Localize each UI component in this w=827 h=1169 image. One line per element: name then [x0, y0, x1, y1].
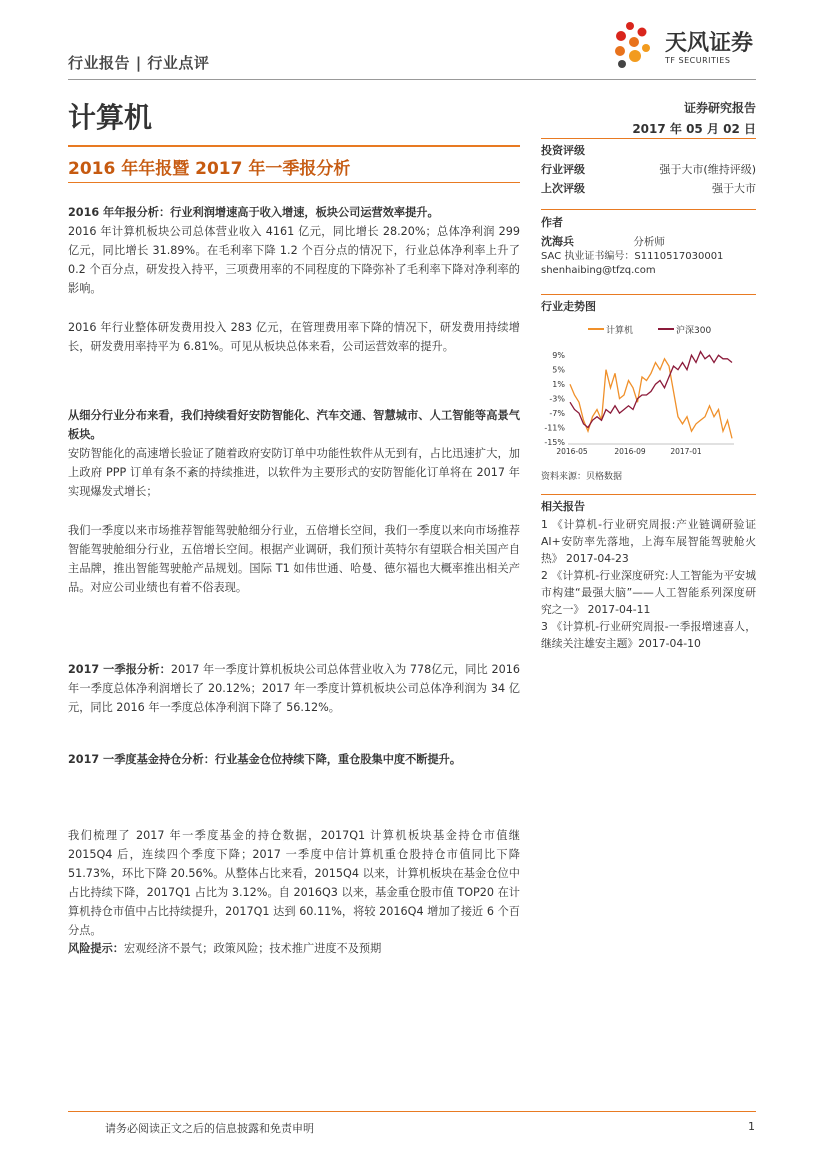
title-rule-bottom [68, 182, 520, 183]
title-rule-top [68, 145, 520, 147]
section-fund-para-1: 我们梳理了 2017 年一季度基金的持仓数据，2017Q1 计算机板块基金持仓市值继 2015Q4 后，连续四个季度下降；2017 一季度中信计算机重仓股持仓市值同比下降 51.73%，环比下降 20.56%。从整体占比来看，2015Q4 以来，计算机板块在基金仓位中占比持续下降，2017Q1 占比为 3.12%。自 2016Q3 以来，基金重仓股市值 TOP20 在计算机持仓市值中占比持续提升，2017Q1 达到 60.11%，将较 2016Q4 增加了接近 6 个百分点。 [68, 829, 520, 937]
sidebar-rule-author [541, 209, 756, 210]
rating-title: 投资评级 [541, 144, 585, 157]
y-tick-label: -11% [544, 423, 565, 433]
section-q1-text: 2017 年一季度计算机板块公司总体营业收入为 778亿元，同比 2016 年一季度总体净利润增长了 20.12%；2017 年一季度计算机板块公司总体净利润为 34 亿元，同比 2016 年一季度总体净利润下降了 56.12%。 [68, 663, 520, 714]
x-tick-label: 2016-09 [614, 447, 646, 456]
author-block [541, 213, 756, 278]
prev-rating-label: 上次评级 [541, 182, 585, 195]
industry-rating-value: 强于大市(维持评级) [659, 163, 756, 176]
related-title: 相关报告 [541, 500, 585, 513]
y-tick-label: -7% [549, 409, 565, 419]
x-axis [556, 447, 702, 456]
chart-series [570, 352, 732, 439]
company-logo [608, 18, 758, 76]
author-cert: SAC 执业证书编号：S1110517030001 [541, 251, 724, 262]
prev-rating-row [541, 179, 756, 198]
logo-name: 天风证券 [665, 31, 754, 56]
section-annual-2 [68, 318, 520, 356]
section-annual-para-2: 2016 年行业整体研发费用投入 283 亿元，在管理费用率下降的情况下，研发费用持续增长，研发费用率持平为 6.81%。可见从板块总体来看，公司运营效率的提升。 [68, 321, 520, 353]
related-report-1[interactable]: 1 《计算机-行业研究周报:产业链调研验证 AI+安防率先落地，上海车展智能驾驶舱火热》 2017-04-23 [541, 518, 756, 565]
section-subsector-para-2: 我们一季度以来市场推荐智能驾驶舱细分行业，五倍增长空间，我们一季度以来向市场推荐智能驾驶舱细分行业，五倍增长空间。根据产业调研，我们预计英特尔有望联合相关国产自主品牌，推出智能驾驶舱产品规划。国际 T1 如伟世通、哈曼、德尔福也大概率推出相关产品。对应公司业绩也有着不俗表现。 [68, 524, 520, 594]
x-tick-label: 2016-05 [556, 447, 588, 456]
section-subsector-para-1: 安防智能化的高速增长验证了随着政府安防订单中功能性软件从无到有，占比迅速扩大，加上政府 PPP 订单有条不紊的持续推进，以软件为主要形式的安防智能化订单将在 2017 年实现爆发式增长； [68, 447, 520, 498]
y-tick-label: 9% [552, 351, 565, 361]
logo-subtitle: TF SECURITIES [665, 56, 731, 65]
section-subsector-heading: 从细分行业分布来看，我们持续看好安防智能化、汽车交通、智慧城市、人工智能等高景气板块。 [68, 409, 520, 441]
series-line-hs300 [570, 352, 732, 428]
legend-label-hs300: 沪深300 [676, 326, 712, 336]
rating-block [541, 141, 756, 198]
y-axis [544, 351, 734, 447]
footer-rule [68, 1111, 756, 1112]
section-subsector [68, 406, 520, 501]
author-name: 沈海兵 [541, 235, 574, 248]
author-email[interactable]: shenhaibing@tfzq.com [541, 265, 656, 276]
sidebar-rule-related [541, 494, 756, 495]
related-block [541, 497, 756, 652]
author-title: 作者 [541, 216, 563, 229]
section-fund [68, 750, 520, 769]
risk-heading: 风险提示： [68, 942, 124, 955]
page-number: 1 [748, 1120, 755, 1133]
y-tick-label: -15% [544, 438, 565, 447]
trend-title: 行业走势图 [541, 300, 596, 313]
y-tick-label: -3% [549, 394, 565, 404]
report-date: 2017 年 05 月 02 日 [632, 122, 756, 136]
y-tick-label: 5% [552, 365, 565, 375]
sidebar-rule-trend [541, 294, 756, 295]
author-name-row [541, 234, 756, 250]
section-fund-heading: 2017 一季度基金持仓分析：行业基金仓位持续下降，重仓股集中度不断提升。 [68, 753, 462, 766]
section-q1 [68, 660, 520, 717]
legend [588, 324, 711, 336]
report-type: 证券研究报告 [683, 101, 756, 115]
report-title: 2016 年年报暨 2017 年一季报分析 [68, 159, 351, 179]
industry-rating-label: 行业评级 [541, 163, 585, 176]
section-annual [68, 203, 520, 298]
prev-rating-value: 强于大市 [712, 182, 756, 195]
chart-source: 资料来源：贝格数据 [541, 472, 623, 482]
x-tick-label: 2017-01 [670, 447, 702, 456]
report-category: 行业报告 | 行业点评 [68, 54, 210, 72]
sidebar-rule-rating [541, 138, 756, 139]
section-annual-para-1: 2016 年计算机板块公司总体营业收入 4161 亿元，同比增长 28.20%；总体净利润 299 亿元，同比增长 31.89%。在毛利率下降 1.2 个百分点的情况下，行业总体净利率上升了 0.2 个百分点，研发投入持平，三项费用率的不同程度的下降弥补了毛利率下降对净利率的影响。 [68, 225, 520, 295]
risk-text: 宏观经济不景气；政策风险；技术推广进度不及预期 [123, 942, 382, 955]
section-subsector-2 [68, 521, 520, 597]
header-divider [68, 79, 756, 80]
footer-disclaimer: 请务必阅读正文之后的信息披露和免责申明 [105, 1122, 314, 1135]
section-fund-2 [68, 826, 520, 940]
sector-title: 计算机 [68, 101, 153, 134]
section-q1-heading: 2017 一季报分析： [68, 663, 171, 676]
industry-rating-row [541, 160, 756, 179]
section-annual-heading: 2016 年年报分析：行业利润增速高于收入增速，板块公司运营效率提升。 [68, 206, 439, 219]
series-line-computer [570, 359, 732, 439]
related-report-3[interactable]: 3 《计算机-行业研究周报-一季报增速喜人，继续关注雄安主题》2017-04-10 [541, 620, 756, 650]
logo-mark-icon [608, 18, 660, 70]
legend-label-computer: 计算机 [606, 326, 634, 336]
section-risk [68, 939, 520, 958]
author-role: 分析师 [633, 236, 665, 248]
related-report-2[interactable]: 2 《计算机-行业深度研究:人工智能为平安城市构建“最强大脑”——人工智能系列深度研究之一》 2017-04-11 [541, 569, 756, 616]
y-tick-label: 1% [552, 380, 565, 390]
trend-chart [538, 318, 760, 460]
